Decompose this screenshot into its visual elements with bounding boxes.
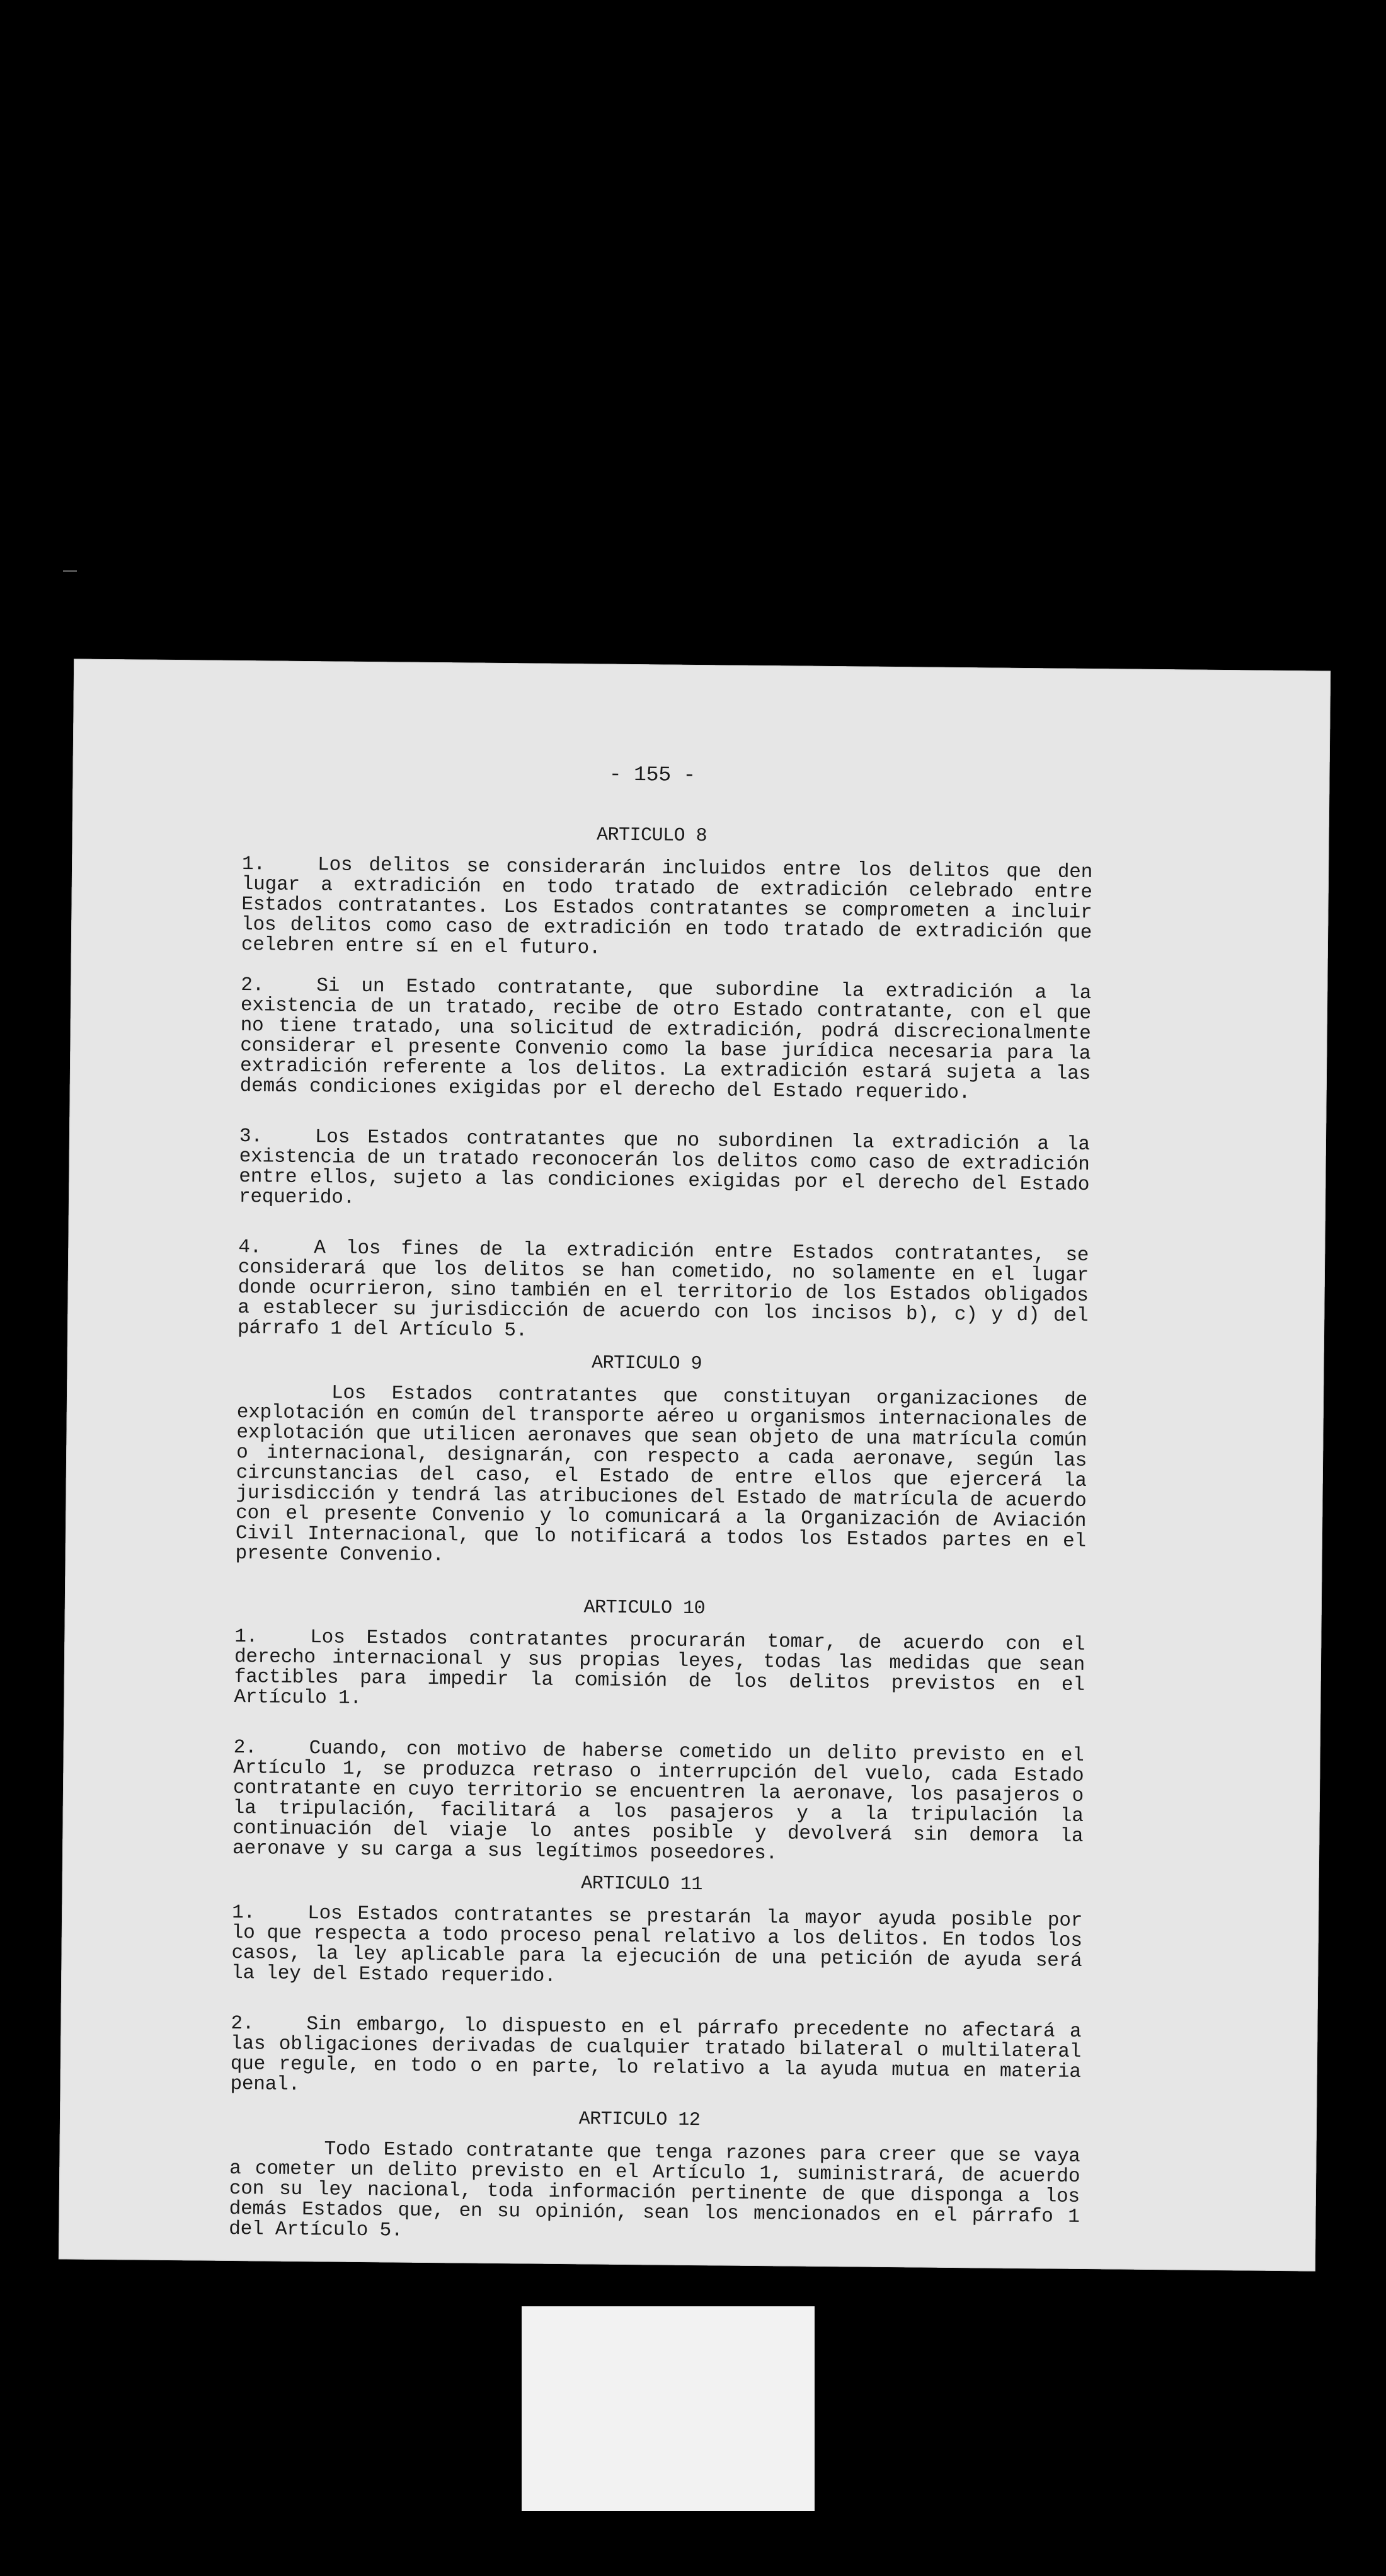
article-paragraph bbox=[230, 2014, 1081, 2103]
page-content bbox=[229, 761, 1094, 2278]
paragraph-indent bbox=[237, 1397, 331, 1398]
article-heading: ARTICULO 10 bbox=[583, 1597, 706, 1620]
paragraph-text: Si un Estado contratante, que subordine la extradición a la existencia de un tratado, recibe de otro Estado contratante, con el que no tiene tratado, una solicitud de extradición, podrá discrecionalmente considerar el presente Convenio como la base jurídica necesaria para la extradición referente a los delitos. La extradición estará sujeta a las demás condiciones exigidas por el derecho del Estado requerido. bbox=[239, 975, 1092, 1105]
paragraph-number: 2. bbox=[241, 974, 265, 997]
dust-speck bbox=[63, 570, 77, 572]
paragraph-text: Los Estados contratantes que constituyan organizaciones de explotación en común del transporte aéreo u organismos internacionales de explotación que utilicen aeronaves que sean objeto de una matrícula común o internacional, designarán, con respecto a cada aeronave, según las circunstancias del caso, el Estado de entre ellos que ejercerá la jurisdicción y tendrá las atribuciones del Estado de matrícula de acuerdo con el presente Convenio y lo comunicará a la Organización de Aviación Civil Internacional, que lo notificará a todos los Estados partes en el presente Convenio. bbox=[235, 1382, 1088, 1567]
paragraph-text: Cuando, con motivo de haberse cometido un delito previsto en el Artículo 1, se produzca retraso o interrupción del vuelo, cada Estado contratante en cuyo territorio se encuentren la aeronave, los pasajeros o la tripulación, facilitará a los pasajeros y a la tripulación la continuación del viaje lo antes posible y devolverá sin demora la aeronave y su carga a sus legítimos poseedores. bbox=[232, 1737, 1084, 1865]
article-paragraph bbox=[239, 1127, 1090, 1216]
paragraph-text: Los Estados contratantes que no subordinen la extradición a la existencia de un tratado reconocerán los delitos como caso de extradición entre ellos, sujeto a las condiciones exigidas por el derecho del Estado requerido. bbox=[238, 1126, 1091, 1209]
paragraph-number: 1. bbox=[231, 1901, 256, 1924]
paragraph-number: 1. bbox=[234, 1626, 258, 1648]
paragraph-text: Los Estados contratantes procurarán tomar, de acuerdo con el derecho internacional y sus propias leyes, todas las medidas que sean factibles para impedir la comisión de los delitos previstos en el Artículo 1. bbox=[234, 1626, 1085, 1710]
article-paragraph bbox=[241, 854, 1092, 963]
article-heading: ARTICULO 11 bbox=[581, 1873, 703, 1896]
article-paragraph bbox=[231, 1903, 1082, 1992]
article-heading: ARTICULO 8 bbox=[596, 824, 707, 848]
paragraph-text: Los Estados contratantes se prestarán la mayor ayuda posible por lo que respecta a todo proceso penal relativo a los delitos. En todos los casos, la ley aplicable para la ejecución de una petición de ayuda será la ley del Estado requerido. bbox=[231, 1902, 1083, 1987]
document-page bbox=[59, 658, 1331, 2271]
paragraph-text: Los delitos se considerarán incluidos entre los delitos que den lugar a extradición en todo tratado de extradición celebrado entre Estados contratantes. Los Estados contratantes se comprometen a incluir los delitos como caso de extradición en todo tratado de extradición que celebren entre sí en el futuro. bbox=[241, 854, 1093, 960]
article-heading: ARTICULO 12 bbox=[578, 2108, 701, 2132]
paragraph-text: Todo Estado contratante que tenga razones para creer que se vaya a cometer un delito previsto en el Artículo 1, suministrará, de acuerdo con su ley nacional, toda información pertinente de que disponga a los demás Estados que, en su opinión, sean los mencionados en el párrafo 1 del Artículo 5. bbox=[229, 2138, 1080, 2242]
paragraph-number: 2. bbox=[231, 2012, 255, 2035]
paragraph-number: 4. bbox=[238, 1236, 262, 1259]
article-paragraph bbox=[240, 975, 1092, 1105]
paragraph-number: 2. bbox=[233, 1736, 257, 1759]
paragraph-text: A los fines de la extradición entre Estados contratantes, se considerará que los delitos se han cometido, no solamente en el lugar donde ocurrieron, sino también en el territorio de los Estados obligados a establecer su jurisdicción de acuerdo con los incisos b), c) y d) del párrafo 1 del Artículo 5. bbox=[237, 1237, 1089, 1342]
paragraph-text: Sin embargo, lo dispuesto en el párrafo precedente no afectará a las obligaciones derivadas de cualquier tratado bilateral o multilateral que regule, en todo o en parte, lo relativo a la ayuda mutua en materia penal. bbox=[230, 2013, 1082, 2096]
paragraph-number: 1. bbox=[241, 853, 266, 876]
article-heading: ARTICULO 9 bbox=[591, 1352, 702, 1376]
article-paragraph bbox=[234, 1627, 1085, 1716]
article-paragraph bbox=[238, 1238, 1089, 1347]
article-paragraph bbox=[232, 1738, 1084, 1867]
paragraph-indent bbox=[229, 2153, 324, 2154]
blank-label-card bbox=[522, 2306, 815, 2511]
paragraph-number: 3. bbox=[239, 1125, 263, 1148]
article-paragraph bbox=[229, 2139, 1080, 2248]
article-paragraph bbox=[235, 1383, 1087, 1572]
page-number: - 155 - bbox=[609, 762, 696, 787]
